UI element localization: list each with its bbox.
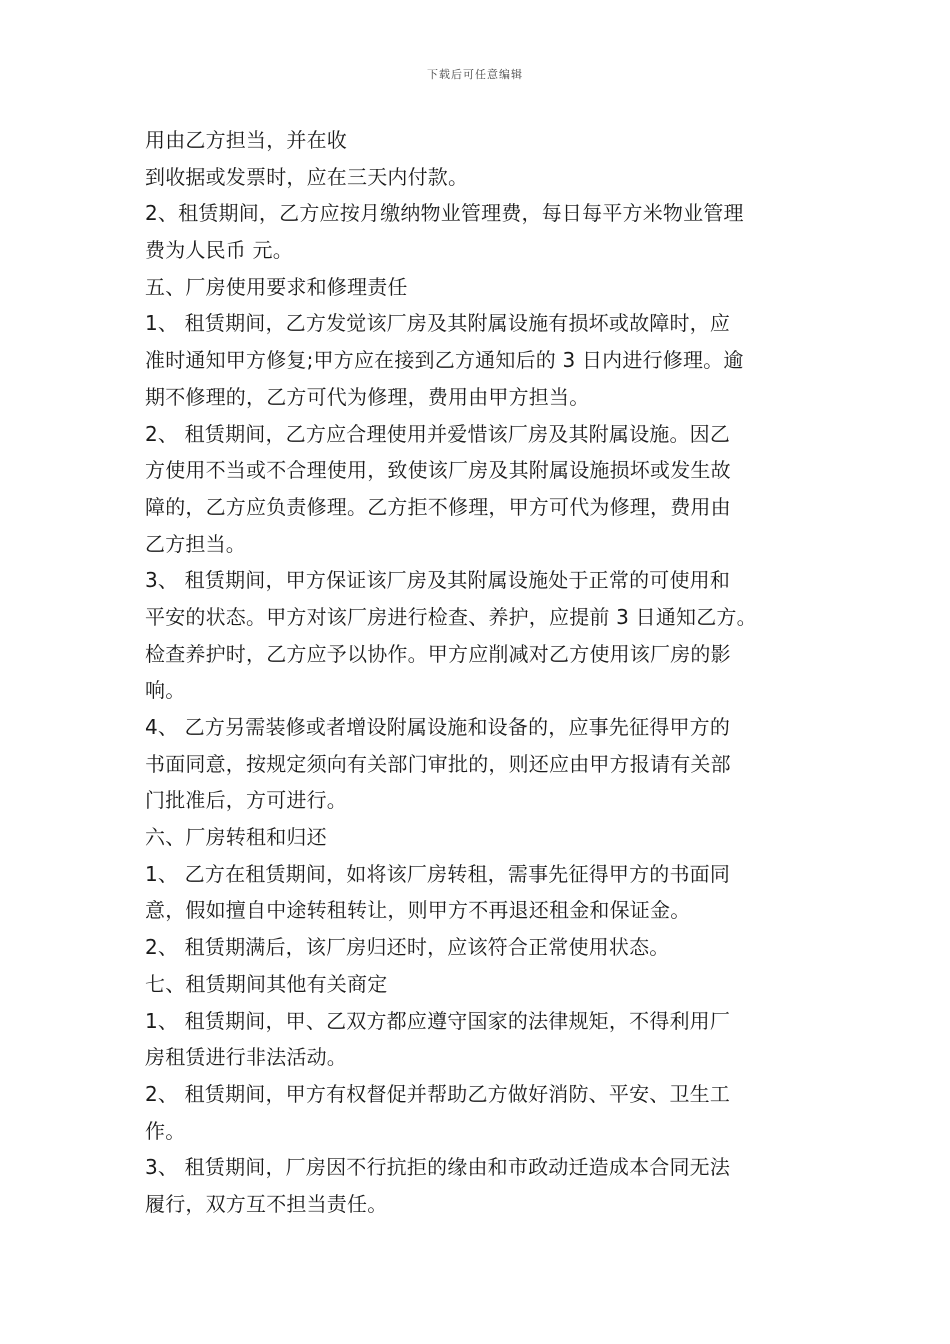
text-line: 1、 租赁期间，乙方发觉该厂房及其附属设施有损坏或故障时，应: [145, 311, 731, 336]
text-line: 1、 租赁期间，甲、乙双方都应遵守国家的法律规矩，不得利用厂: [145, 1008, 731, 1033]
contract-body: [145, 122, 815, 1223]
text-line: 检查养护时，乙方应予以协作。甲方应削减对乙方使用该厂房的影: [145, 641, 731, 666]
text-line: 门批准后，方可进行。: [145, 788, 347, 813]
text-line: 4、 乙方另需装修或者增设附属设施和设备的，应事先征得甲方的: [145, 715, 731, 739]
text-line: 障的，乙方应负责修理。乙方拒不修理，甲方可代为修理，费用由: [145, 494, 731, 519]
text-line: 2、 租赁期满后，该厂房归还时，应该符合正常使用状态。: [145, 935, 670, 960]
text-line: 履行，双方互不担当责任。: [145, 1191, 388, 1216]
text-line: 2、 租赁期间，甲方有权督促并帮助乙方做好消防、平安、卫生工: [145, 1081, 731, 1106]
text-line: 房租赁进行非法活动。: [145, 1045, 347, 1070]
text-line: 费为人民币 元。: [145, 238, 293, 263]
text-line: 方使用不当或不合理使用，致使该厂房及其附属设施损坏或发生故: [145, 458, 731, 483]
text-line: 用由乙方担当，并在收: [145, 128, 347, 152]
section-heading: 六、厂房转租和归还: [145, 825, 327, 850]
text-line: 书面同意，按规定须向有关部门审批的，则还应由甲方报请有关部: [145, 751, 731, 776]
text-line: 2、 租赁期间，乙方应合理使用并爱惜该厂房及其附属设施。因乙: [145, 421, 731, 446]
text-line: 3、 租赁期间，厂房因不行抗拒的缘由和市政动迁造成本合同无法: [145, 1155, 731, 1180]
text-line: 期不修理的，乙方可代为修理，费用由甲方担当。: [145, 384, 590, 409]
text-line: 准时通知甲方修复;甲方应在接到乙方通知后的 3 日内进行修理。逾: [145, 348, 744, 373]
text-line: 响。: [145, 678, 186, 703]
text-line: 作。: [145, 1118, 186, 1143]
text-line: 到收据或发票时，应在三天内付款。: [145, 164, 469, 189]
text-line: 1、 乙方在租赁期间，如将该厂房转租，需事先征得甲方的书面同: [145, 861, 731, 886]
text-line: 3、 租赁期间，甲方保证该厂房及其附属设施处于正常的可使用和: [145, 568, 731, 593]
text-line: 2、租赁期间，乙方应按月缴纳物业管理费，每日每平方米物业管理: [145, 201, 744, 226]
text-line: 平安的状态。甲方对该厂房进行检查、养护，应提前 3 日通知乙方。: [145, 604, 757, 629]
text-line: 乙方担当。: [145, 531, 246, 556]
section-heading: 五、厂房使用要求和修理责任: [145, 274, 408, 299]
section-heading: 七、租赁期间其他有关商定: [145, 971, 388, 996]
text-line: 意，假如擅自中途转租转让，则甲方不再退还租金和保证金。: [145, 898, 691, 923]
page-header-note: 下载后可任意编辑: [427, 68, 523, 81]
